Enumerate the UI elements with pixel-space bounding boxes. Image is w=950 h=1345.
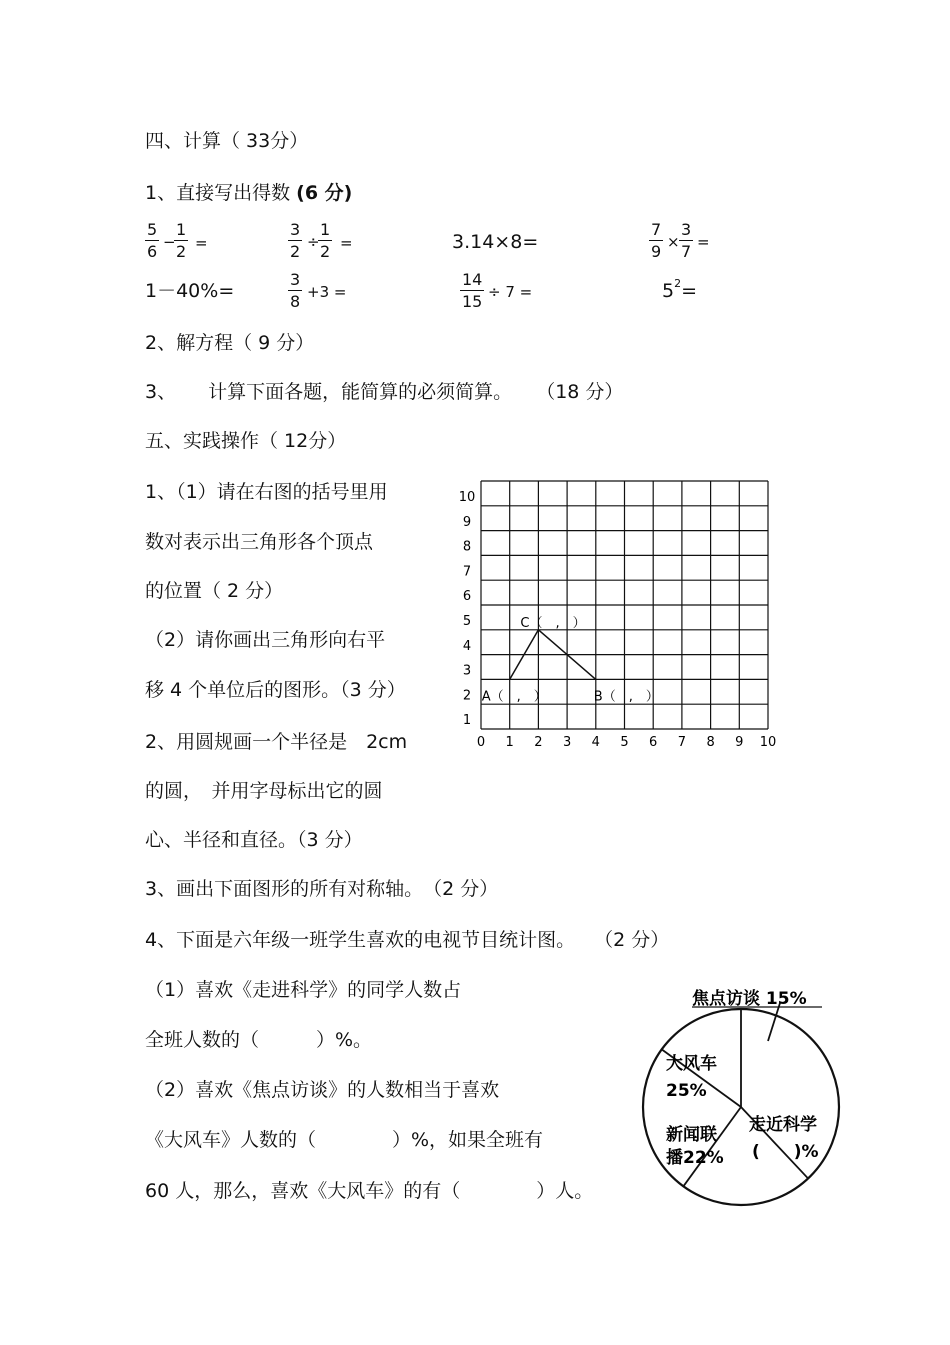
q2-line: 的圆， 并用字母标出它的圆 <box>145 780 383 802</box>
y-tick-label: 2 <box>462 688 472 704</box>
x-tick-label: 1 <box>505 735 514 750</box>
problem-3: 3.14×8= <box>452 231 539 253</box>
pie-chart <box>630 980 850 1220</box>
q2-line: 心、半径和直径。（3 分） <box>145 829 363 851</box>
section4-title: 四、计算（ 33分） <box>145 130 309 152</box>
q2-line: 2、用圆规画一个半径是 2cm <box>145 731 408 753</box>
pie-slice-label: 新闻联 <box>666 1125 717 1145</box>
x-tick-label: 7 <box>677 735 687 750</box>
y-tick-label: 3 <box>462 663 472 679</box>
q3-title <box>145 383 623 402</box>
x-tick-label: 10 <box>759 735 777 750</box>
q1-line: 数对表示出三角形各个顶点 <box>145 531 374 553</box>
fraction: $\frac{3}{7}$ <box>681 220 692 261</box>
problem-5: 1－40%= <box>145 280 235 302</box>
q1-line: （2）请你画出三角形向右平 <box>145 629 386 651</box>
y-tick-label: 9 <box>462 514 472 530</box>
q4-line: 《大风车》人数的（ ）%，如果全班有 <box>145 1129 544 1151</box>
q3-prefix: 3、 <box>145 381 177 403</box>
q1-score: (6 分) <box>296 182 353 204</box>
coordinate-grid <box>440 465 790 760</box>
y-tick-label: 4 <box>462 638 472 654</box>
equals: = <box>697 233 710 251</box>
q1-title <box>145 184 352 203</box>
pie-slice-label: 25% <box>666 1081 707 1101</box>
q1-line: 1、（1）请在右图的括号里用 <box>145 481 388 503</box>
fraction: $\frac{7}{9}$ <box>651 220 662 261</box>
x-tick-label: 8 <box>706 735 715 750</box>
x-tick-label: 3 <box>562 735 572 750</box>
problem-8: $5^2=$ <box>662 277 698 302</box>
pie-slice-label: 播22% <box>666 1148 724 1168</box>
q1-title-text: 1、直接写出得数 <box>145 182 291 204</box>
q3-text: 计算下面各题，能简算的必须简算。 <box>208 381 513 403</box>
y-tick-label: 7 <box>462 564 472 580</box>
fraction: $\frac{1}{2}$ <box>176 220 187 261</box>
pie-slice-label: 走近科学 <box>749 1115 817 1135</box>
pie-slice-boundary <box>683 1107 741 1186</box>
x-tick-label: 2 <box>534 735 543 750</box>
q4-line: 全班人数的（ ）%。 <box>145 1029 373 1051</box>
vertex-label: B（ , ） <box>593 689 659 705</box>
operator: ÷ <box>307 233 320 251</box>
y-tick-label: 1 <box>462 713 472 729</box>
y-tick-label: 10 <box>458 490 476 505</box>
equals: = <box>340 234 353 252</box>
q4-line: 60 人，那么，喜欢《大风车》的有（ ）人。 <box>145 1180 594 1202</box>
fraction: $\frac{14}{15}$ <box>462 270 483 311</box>
operator: ÷ 7 = <box>488 283 533 301</box>
fraction: $\frac{5}{6}$ <box>147 220 158 261</box>
pie-label-top: 焦点访谈 15% <box>692 989 807 1009</box>
y-tick-label: 8 <box>462 539 472 555</box>
vertex-label: A（ , ） <box>481 689 547 705</box>
vertex-label: C（ , ） <box>520 615 586 631</box>
y-tick-label: 5 <box>462 614 472 629</box>
pie-slice-label: 大风车 <box>666 1054 717 1074</box>
q1-line: 移 4 个单位后的图形。（3 分） <box>145 679 406 701</box>
q3-score: （18 分） <box>536 381 624 403</box>
q4-title: 4、下面是六年级一班学生喜欢的电视节目统计图。 （2 分） <box>145 929 670 951</box>
operator: − <box>163 233 176 251</box>
x-tick-label: 9 <box>735 735 744 750</box>
fraction: $\frac{3}{8}$ <box>290 270 301 311</box>
q2-title: 2、解方程（ 9 分） <box>145 332 315 354</box>
operator: × <box>667 233 680 251</box>
y-tick-label: 6 <box>462 589 472 605</box>
q3-line: 3、画出下面图形的所有对称轴。 （2 分） <box>145 878 499 900</box>
x-tick-label: 0 <box>476 735 486 750</box>
equals: = <box>195 234 208 252</box>
operator: +3 = <box>307 283 347 301</box>
x-tick-label: 4 <box>591 735 600 750</box>
x-tick-label: 5 <box>620 735 629 750</box>
section5-title: 五、实践操作（ 12分） <box>145 430 347 452</box>
fraction: $\frac{3}{2}$ <box>290 220 301 261</box>
q4-line: （1）喜欢《走进科学》的同学人数占 <box>145 979 462 1001</box>
x-tick-label: 6 <box>649 735 658 750</box>
fraction: $\frac{1}{2}$ <box>320 220 331 261</box>
q1-line: 的位置（ 2 分） <box>145 580 284 602</box>
q4-line: （2）喜欢《焦点访谈》的人数相当于喜欢 <box>145 1079 500 1101</box>
pie-slice-label: ( )% <box>752 1142 819 1162</box>
